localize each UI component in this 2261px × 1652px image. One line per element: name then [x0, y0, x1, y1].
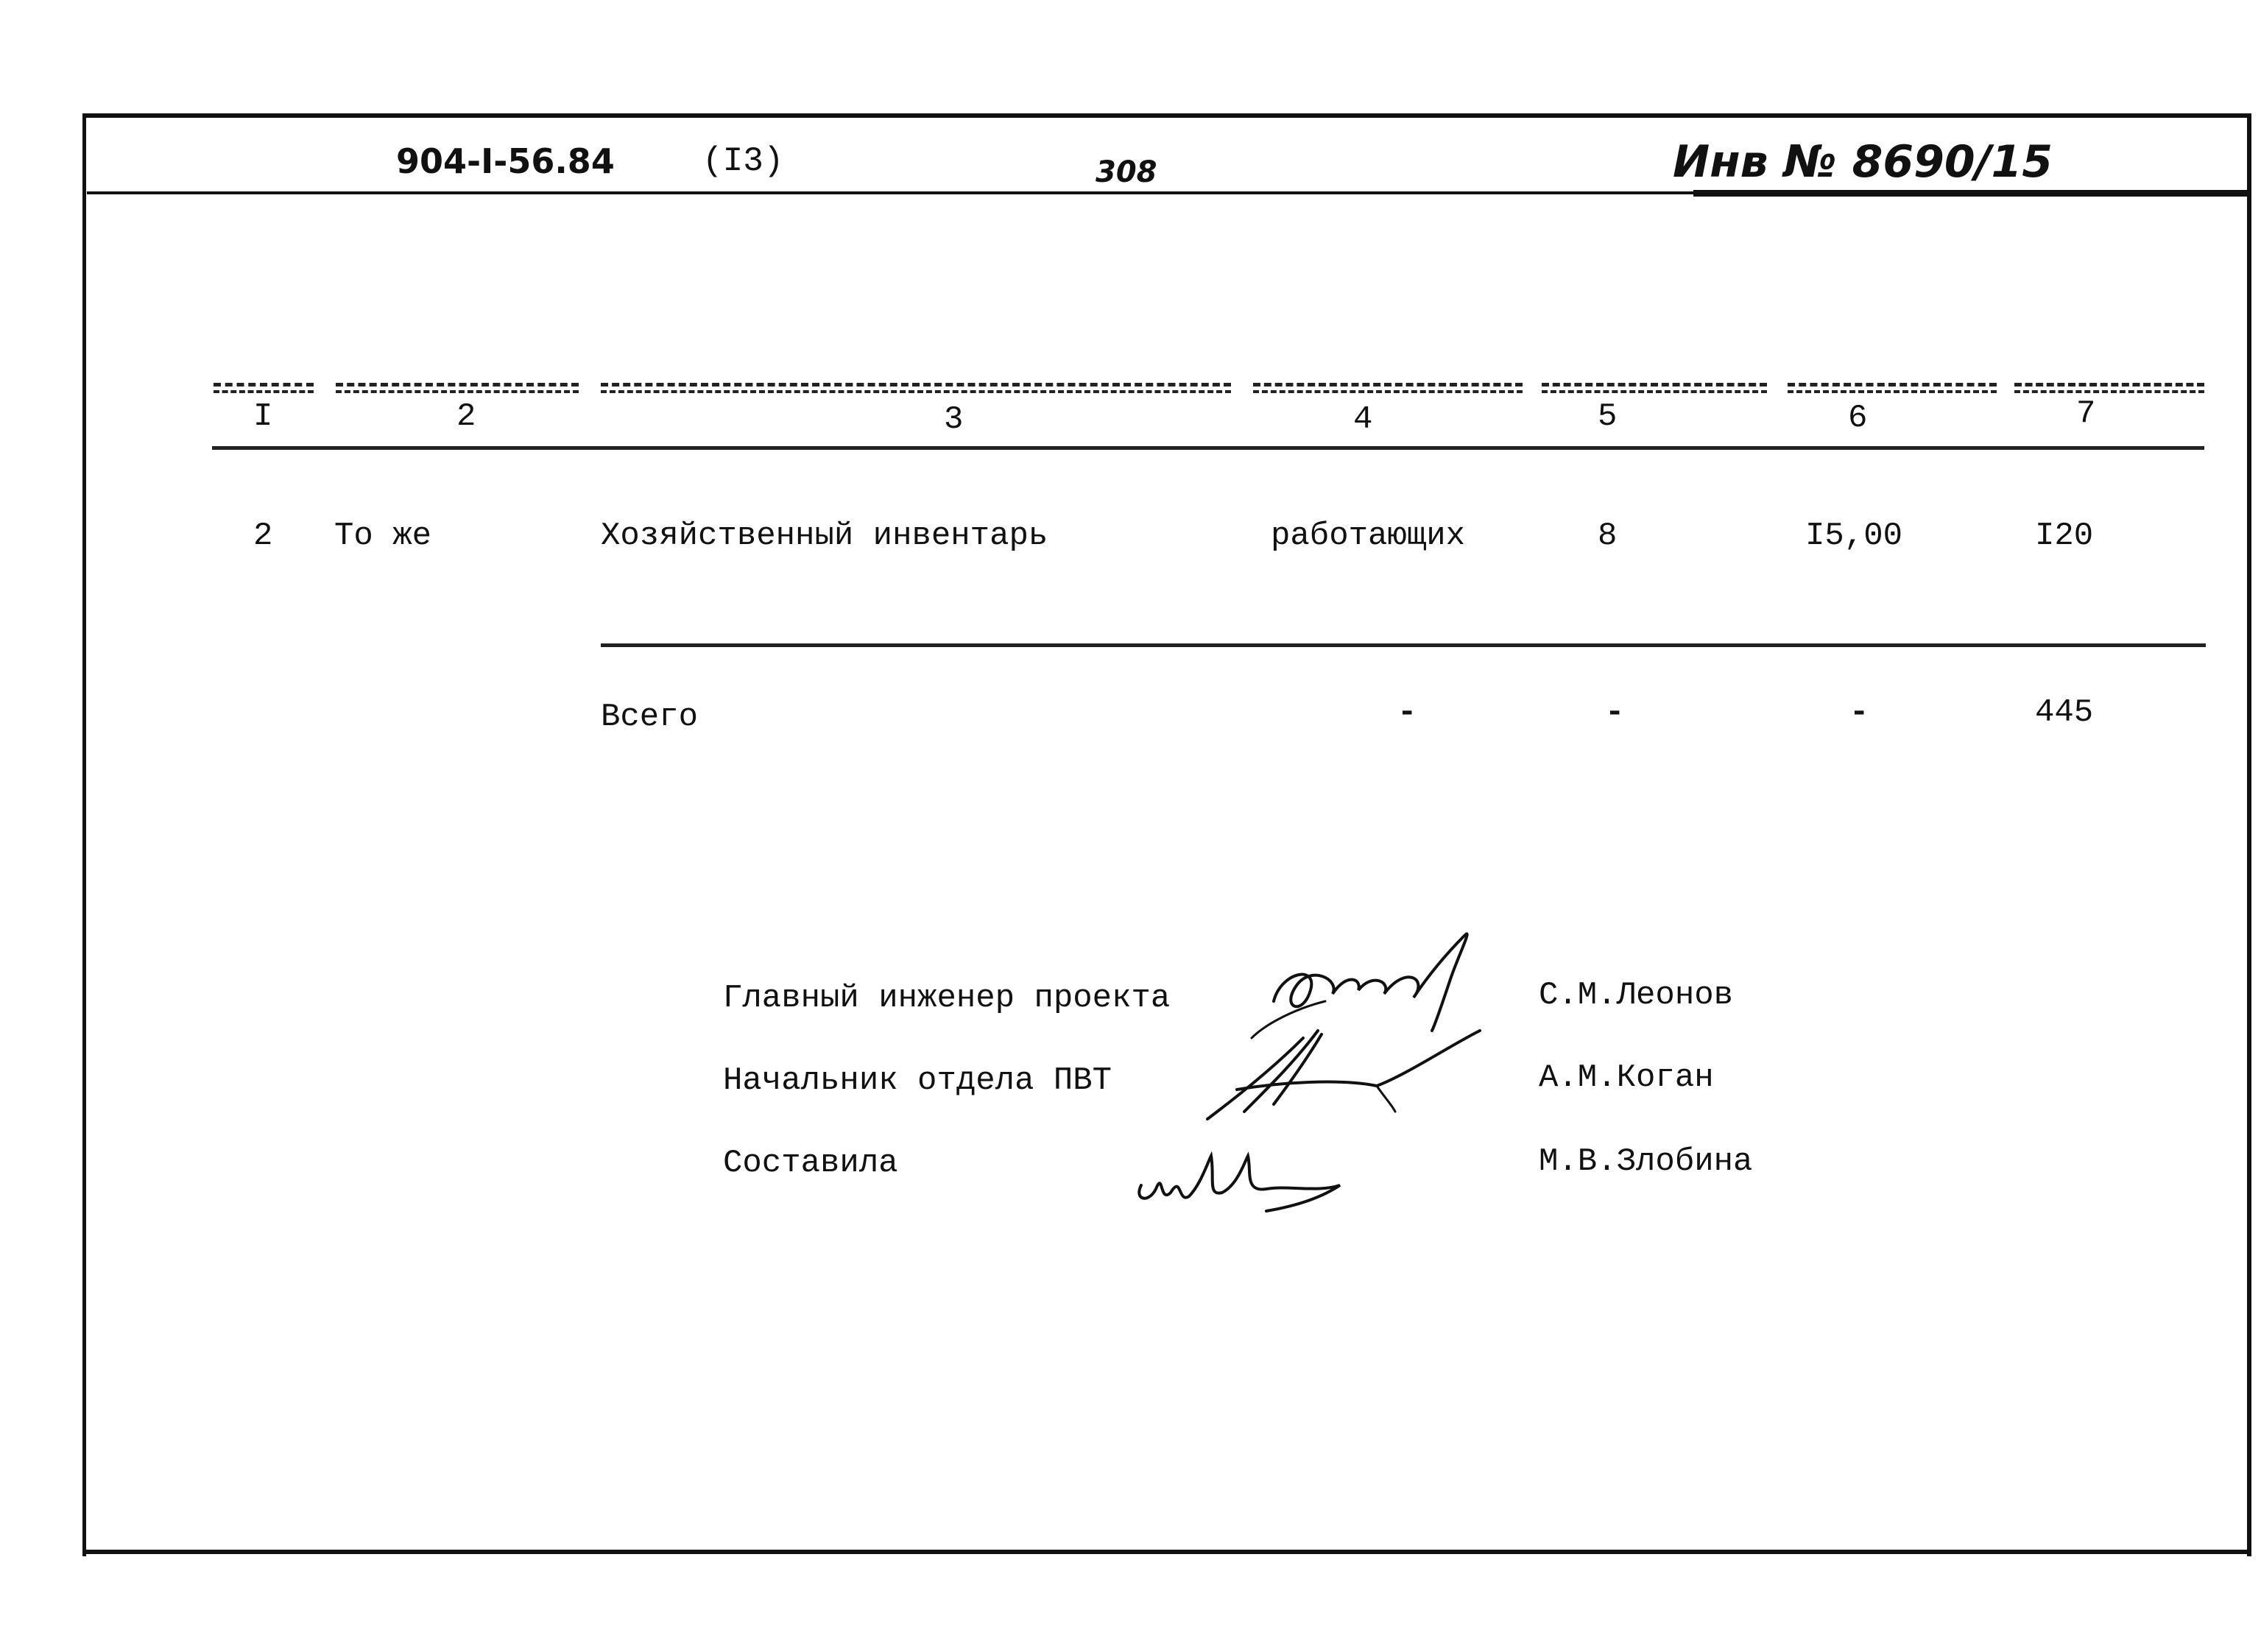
header-rule-col1-b [214, 390, 314, 393]
frame-bottom-border [84, 1550, 2251, 1554]
header-rule-col1 [214, 383, 314, 386]
signer-2-name: А.М.Коган [1539, 1059, 1714, 1096]
signer-3-name: М.В.Злобина [1539, 1143, 1753, 1180]
total-top-rule [601, 643, 2206, 647]
frame-right-border [2247, 113, 2251, 1556]
header-rule-col7-b [2014, 390, 2204, 393]
header-rule-col3-b [601, 390, 1231, 393]
frame-left-border [82, 113, 86, 1556]
doc-code: 904-I-56.84 [396, 141, 615, 181]
column-header-4: 4 [1353, 401, 1373, 438]
row-1-col-3: Хозяйственный инвентарь [601, 518, 1048, 554]
signature-kogan [1193, 1016, 1487, 1126]
column-header-6: 6 [1848, 400, 1868, 437]
header-bottom-rule [212, 446, 2204, 450]
column-header-5: 5 [1598, 398, 1618, 435]
header-rule-col4 [1253, 383, 1523, 386]
row-1-col-1: 2 [253, 518, 273, 554]
row-1-col-2: То же [334, 518, 432, 554]
row-1-col-6: I5,00 [1805, 518, 1903, 554]
page-number: 308 [1096, 155, 1157, 189]
header-rule-col2-b [336, 390, 579, 393]
header-rule-col6 [1788, 383, 1997, 386]
header-rule-col5-b [1542, 390, 1767, 393]
sheet-ref: (I3) [702, 142, 784, 180]
signer-3-role: Составила [723, 1145, 898, 1182]
header-divider-bold [1693, 190, 2250, 197]
total-col-6: - [1849, 694, 1869, 731]
header-rule-col7 [2014, 383, 2204, 386]
header-rule-col4-b [1253, 390, 1523, 393]
column-header-7: 7 [2076, 395, 2096, 432]
total-label: Всего [601, 699, 699, 735]
frame-top-border [84, 113, 2251, 118]
signer-1-role: Главный инженер проекта [723, 980, 1171, 1017]
signer-1-name: С.М.Леонов [1539, 977, 1734, 1014]
total-col-5: - [1605, 694, 1625, 731]
column-header-1: I [253, 398, 273, 435]
column-header-3: 3 [944, 401, 964, 438]
signer-2-role: Начальник отдела ПВТ [723, 1062, 1112, 1099]
header-rule-col6-b [1788, 390, 1997, 393]
row-1-col-5: 8 [1598, 518, 1618, 554]
header-rule-col3 [601, 383, 1231, 386]
signature-zlobina [1126, 1134, 1362, 1222]
column-header-2: 2 [456, 398, 476, 435]
row-1-col-4: работающих [1271, 518, 1466, 554]
total-col-7: 445 [2035, 694, 2094, 731]
header-rule-col2 [336, 383, 579, 386]
row-1-col-7: I20 [2035, 518, 2094, 554]
total-col-4: - [1397, 694, 1417, 731]
inventory-number: Инв № 8690/15 [1673, 136, 2053, 188]
header-rule-col5 [1542, 383, 1767, 386]
